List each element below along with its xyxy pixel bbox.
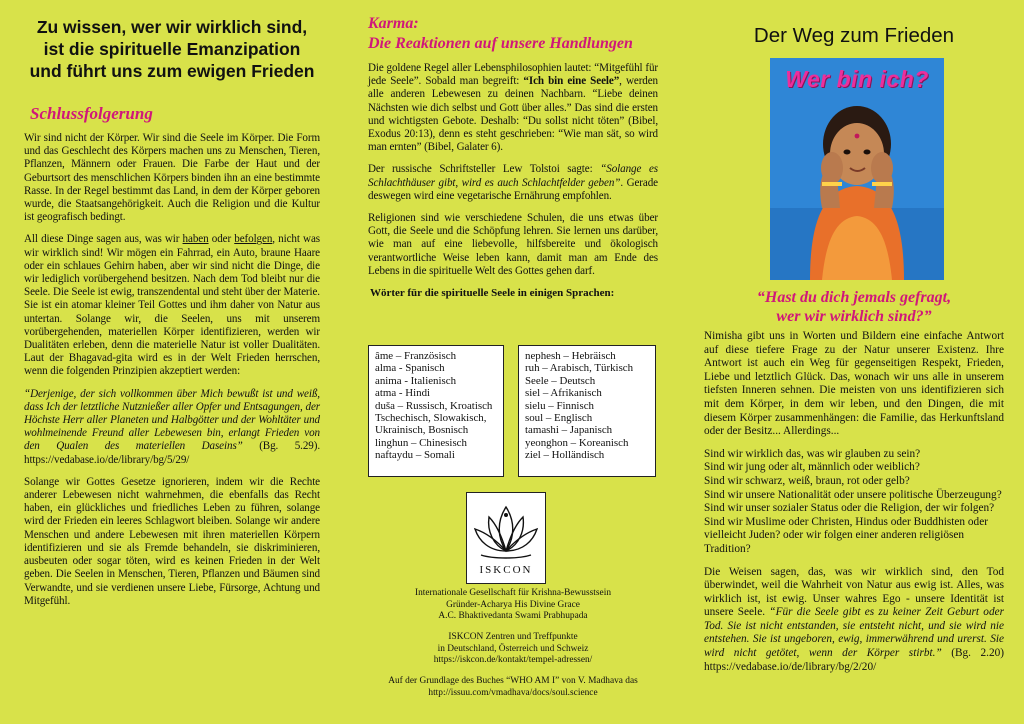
- list-item: soul – Englisch: [525, 412, 593, 425]
- lotus-icon: [467, 493, 545, 583]
- conclusion-paragraph-3: Solange wir Gottes Gesetze ignorieren, indem wir die Rechte anderer Lebewesen nicht wahrnehmen, die ebenfalls das Recht haben, ein glückliches und friedliches Leben zu führen, solange wird der Frieden ein leeres Schlagwort bleiben. Solange wir andere Menschen und andere Lebewesen mit ihren materiellen Körpern identifizieren und sie als Fremde behandeln, sie diskriminieren, ausbeuten oder sogar töten, wird es keinen Frieden in der Welt geben. Die Seelen in Menschen, Tieren, Pflanzen und Bäumen sind Verwandte, und sie verdienen unsere Liebe, Fürsorge, Achtung und Mitgefühl.: [24, 475, 320, 607]
- cover-photo-title: Wer bin ich?: [785, 66, 929, 92]
- book-credit: Auf der Grundlage des Buches “WHO AM I” von V. Madhava das http://issuu.com/vmadhava/docs/soul.science: [388, 676, 638, 698]
- conclusion-paragraph-2: All diese Dinge sagen aus, was wir haben oder befolgen, nicht was wir wirklich sind! Wir mögen ein Fahrrad, ein Auto, braune Haare oder ein schlaues Gehirn haben, aber wir sind nicht die Dinge, die wir lediglich vorübergehend besitzen. Nach dem Tod bleibt nur die Seele. Die Seele ist ewig, transzendental und steht über der Materie. Sie ist ein atomar kleiner Teil Gottes und ihm daher von Natur aus untertan. Solange wir, die Seelen, uns mit unserem vorübergehenden, materiellen Körper identifizieren, werden wir Dualitäten erleben, denn die materielle Natur ist voller Dualitäten. Laut der Bhagavad-gita wird es in der Welt Frieden herrschen, wenn die folgenden Prinzipien akzeptiert werden:: [24, 233, 320, 378]
- intro-body: [704, 330, 1004, 683]
- list-item: anima - Italienisch: [375, 374, 457, 387]
- iskcon-centers: ISKCON Zentren und Treffpunkte in Deutschland, Österreich und Schweiz https://iskcon.de/kontakt/tempel-adressen/: [433, 632, 593, 666]
- list-item: tamashi – Japanisch: [525, 424, 613, 437]
- list-item: naftaydu – Somali: [375, 449, 455, 462]
- languages-list-right: [518, 345, 656, 477]
- iskcon-info: Internationale Gesellschaft für Krishna-Bewusstsein Gründer-Acharya His Divine Grace A.C. Bhaktivedanta Swami Prabhupada: [414, 588, 612, 622]
- karma-heading: Karma: Die Reaktionen auf unsere Handlungen: [368, 15, 633, 52]
- conclusion-paragraph-1: Wir sind nicht der Körper. Wir sind die Seele im Körper. Die Form und das Geschlecht des Körpers machen uns zu Menschen, Tieren, Pflanzen, Männern oder Frauen. Die Farbe der Haut und der Geburtsort des menschlichen Körpers binden ihn an eine bestimmte Rasse. In der Regel bestimmt das Land, in dem der Körper geboren wurde, die Staatsangehörigkeit. Auch die Religion und die Kultur ist geografisch bedingt.: [24, 132, 320, 224]
- main-heading: Zu wissen, wer wir wirklich sind, ist die spirituelle Emanzipation und führt uns zum ewigen Frieden: [29, 17, 315, 81]
- list-item: nephesh – Hebräisch: [525, 350, 616, 362]
- list-item: Sind wir schwarz, weiß, braun, rot oder gelb?: [704, 474, 910, 487]
- list-item: alma - Spanisch: [375, 362, 445, 375]
- right-column: [704, 0, 1004, 724]
- list-item: âme – Französisch: [375, 350, 457, 362]
- list-item: atma - Hindi: [375, 387, 431, 400]
- intro-paragraph-3: Die Weisen sagen, das, was wir wirklich sind, den Tod überwindet, weil die Wahrheit von Natur aus ewig ist. Alles, was wirklich ist, ist ewig. Unser wahres Ego - unsere Identität ist unsere Seele. “Für die Seele gibt es zu keiner Zeit Geburt oder Tod. Sie ist nicht entstanden, sie entsteht nicht, und sie wird nie entstehen. Sie ist ungeboren, ewig, immerwährend und urerst. Sie wird nicht getötet, wenn der Körper stirbt.” (Bg. 2.20) https://vedabase.io/de/library/bg/2/20/: [704, 565, 1005, 673]
- list-item: Seele – Deutsch: [525, 374, 596, 387]
- list-item: Sind wir unsere Nationalität oder unsere politische Überzeugung?: [704, 488, 1002, 501]
- list-item: Sind wir wirklich das, was wir glauben zu sein?: [704, 447, 921, 460]
- list-item: Ukrainisch, Bosnisch: [375, 424, 469, 437]
- list-item: ziel – Holländisch: [525, 449, 605, 462]
- iskcon-logo: [466, 492, 546, 584]
- logo-text: ISKCON: [479, 564, 533, 576]
- cover-title: Der Weg zum Frieden: [753, 24, 955, 47]
- left-column: [24, 0, 320, 724]
- languages-list-left: [368, 345, 504, 477]
- list-item: Sind wir unser sozialer Status oder die Religion, der wir folgen?: [704, 502, 995, 515]
- intro-paragraph-1: Nimisha gibt uns in Worten und Bildern eine einfache Antwort auf diese tiefere Frage zu der Natur unserer Existenz. Ihre Antwort ist auch ein Weg für gegenseitigen Respekt, Frieden, Liebe und letztlich Glück. Das, wonach wir uns alle in unserem tiefsten Inneren sehnen. Die meisten von uns identifizieren sich mit dem Körper, in dem wir leben, und den Dingen, die mit diesem Körper zusammenhängen: die Familie, das Herkunftsland oder der Besitz... Allerdings...: [704, 330, 1004, 438]
- list-item: Sind wir Muslime oder Christen, Hindus oder Buddhisten oder vielleicht Juden? oder wir folgen einer anderen religiösen Tradition?: [704, 515, 988, 555]
- karma-paragraph-1: Die goldene Regel aller Lebensphilosophien lautet: “Mitgefühl für jede Seele”. Sobald man begreift: “Ich bin eine Seele”, werden alle anderen Lebewesen zu deinen Nachbarn. “Liebe deinen Nächsten wie dich selbst und Gott über alles.” Das sind die ersten und wichtigsten Gebote. Deshalb: “Du sollst nicht töten” (Bibel, Exodus 20:13), denn es steht geschrieben: “Wie man sät, so wird man ernten” (Bibel, Galater 6).: [368, 62, 659, 154]
- question-heading: “Hast du dich jemals gefragt, wer wir wirklich sind?”: [756, 289, 952, 325]
- list-item: duša – Russisch, Kroatisch: [375, 399, 493, 412]
- list-item: Sind wir jung oder alt, männlich oder weiblich?: [704, 461, 920, 474]
- list-item: sielu – Finnisch: [525, 399, 594, 412]
- list-item: yeonghon – Koreanisch: [525, 436, 629, 449]
- list-item: ruh – Arabisch, Türkisch: [525, 362, 634, 375]
- middle-column: [368, 0, 658, 724]
- conclusion-heading: Schlussfolgerung: [30, 104, 153, 123]
- languages-table-title: Wörter für die spirituelle Seele in einigen Sprachen:: [370, 287, 615, 300]
- karma-paragraph-2: Der russische Schriftsteller Lew Tolstoi sagte: “Solange es Schlachthäuser gibt, wird es auch Schlachtfelder geben”. Gerade deswegen wird eine vegetarische Ernährung empfohlen.: [368, 163, 658, 202]
- karma-paragraph-3: Religionen sind wie verschiedene Schulen, die uns etwas über Gott, die Seele und die Schöpfung lehren. Sie lernen uns darüber, wie man auf eine liebevolle, hilfsbereite und ökologisch verantwortliche Weise leben kann, damit man am Ende des Lebens in die spirituelle Welt des Gottes gehen darf.: [368, 212, 658, 277]
- cover-photo: [770, 58, 944, 280]
- question-list: [704, 448, 1004, 557]
- list-item: Tschechisch, Slowakisch,: [375, 412, 487, 425]
- list-item: siel – Afrikanisch: [525, 387, 602, 400]
- gita-quote: “Derjenige, der sich vollkommen über Mich bewußt ist und weiß, dass Ich der letztliche Nutznießer aller Opfer und Entsagungen, der Höchste Herr aller Planeten und Halbgötter und der Wohltäter und wohlmeinende Freund aller Lebewesen bin, erlangt Frieden von den Qualen des materiellen Daseins” (Bg. 5.29). https://vedabase.io/de/library/bg/5/29/: [24, 387, 320, 466]
- list-item: linghun – Chinesisch: [375, 436, 467, 449]
